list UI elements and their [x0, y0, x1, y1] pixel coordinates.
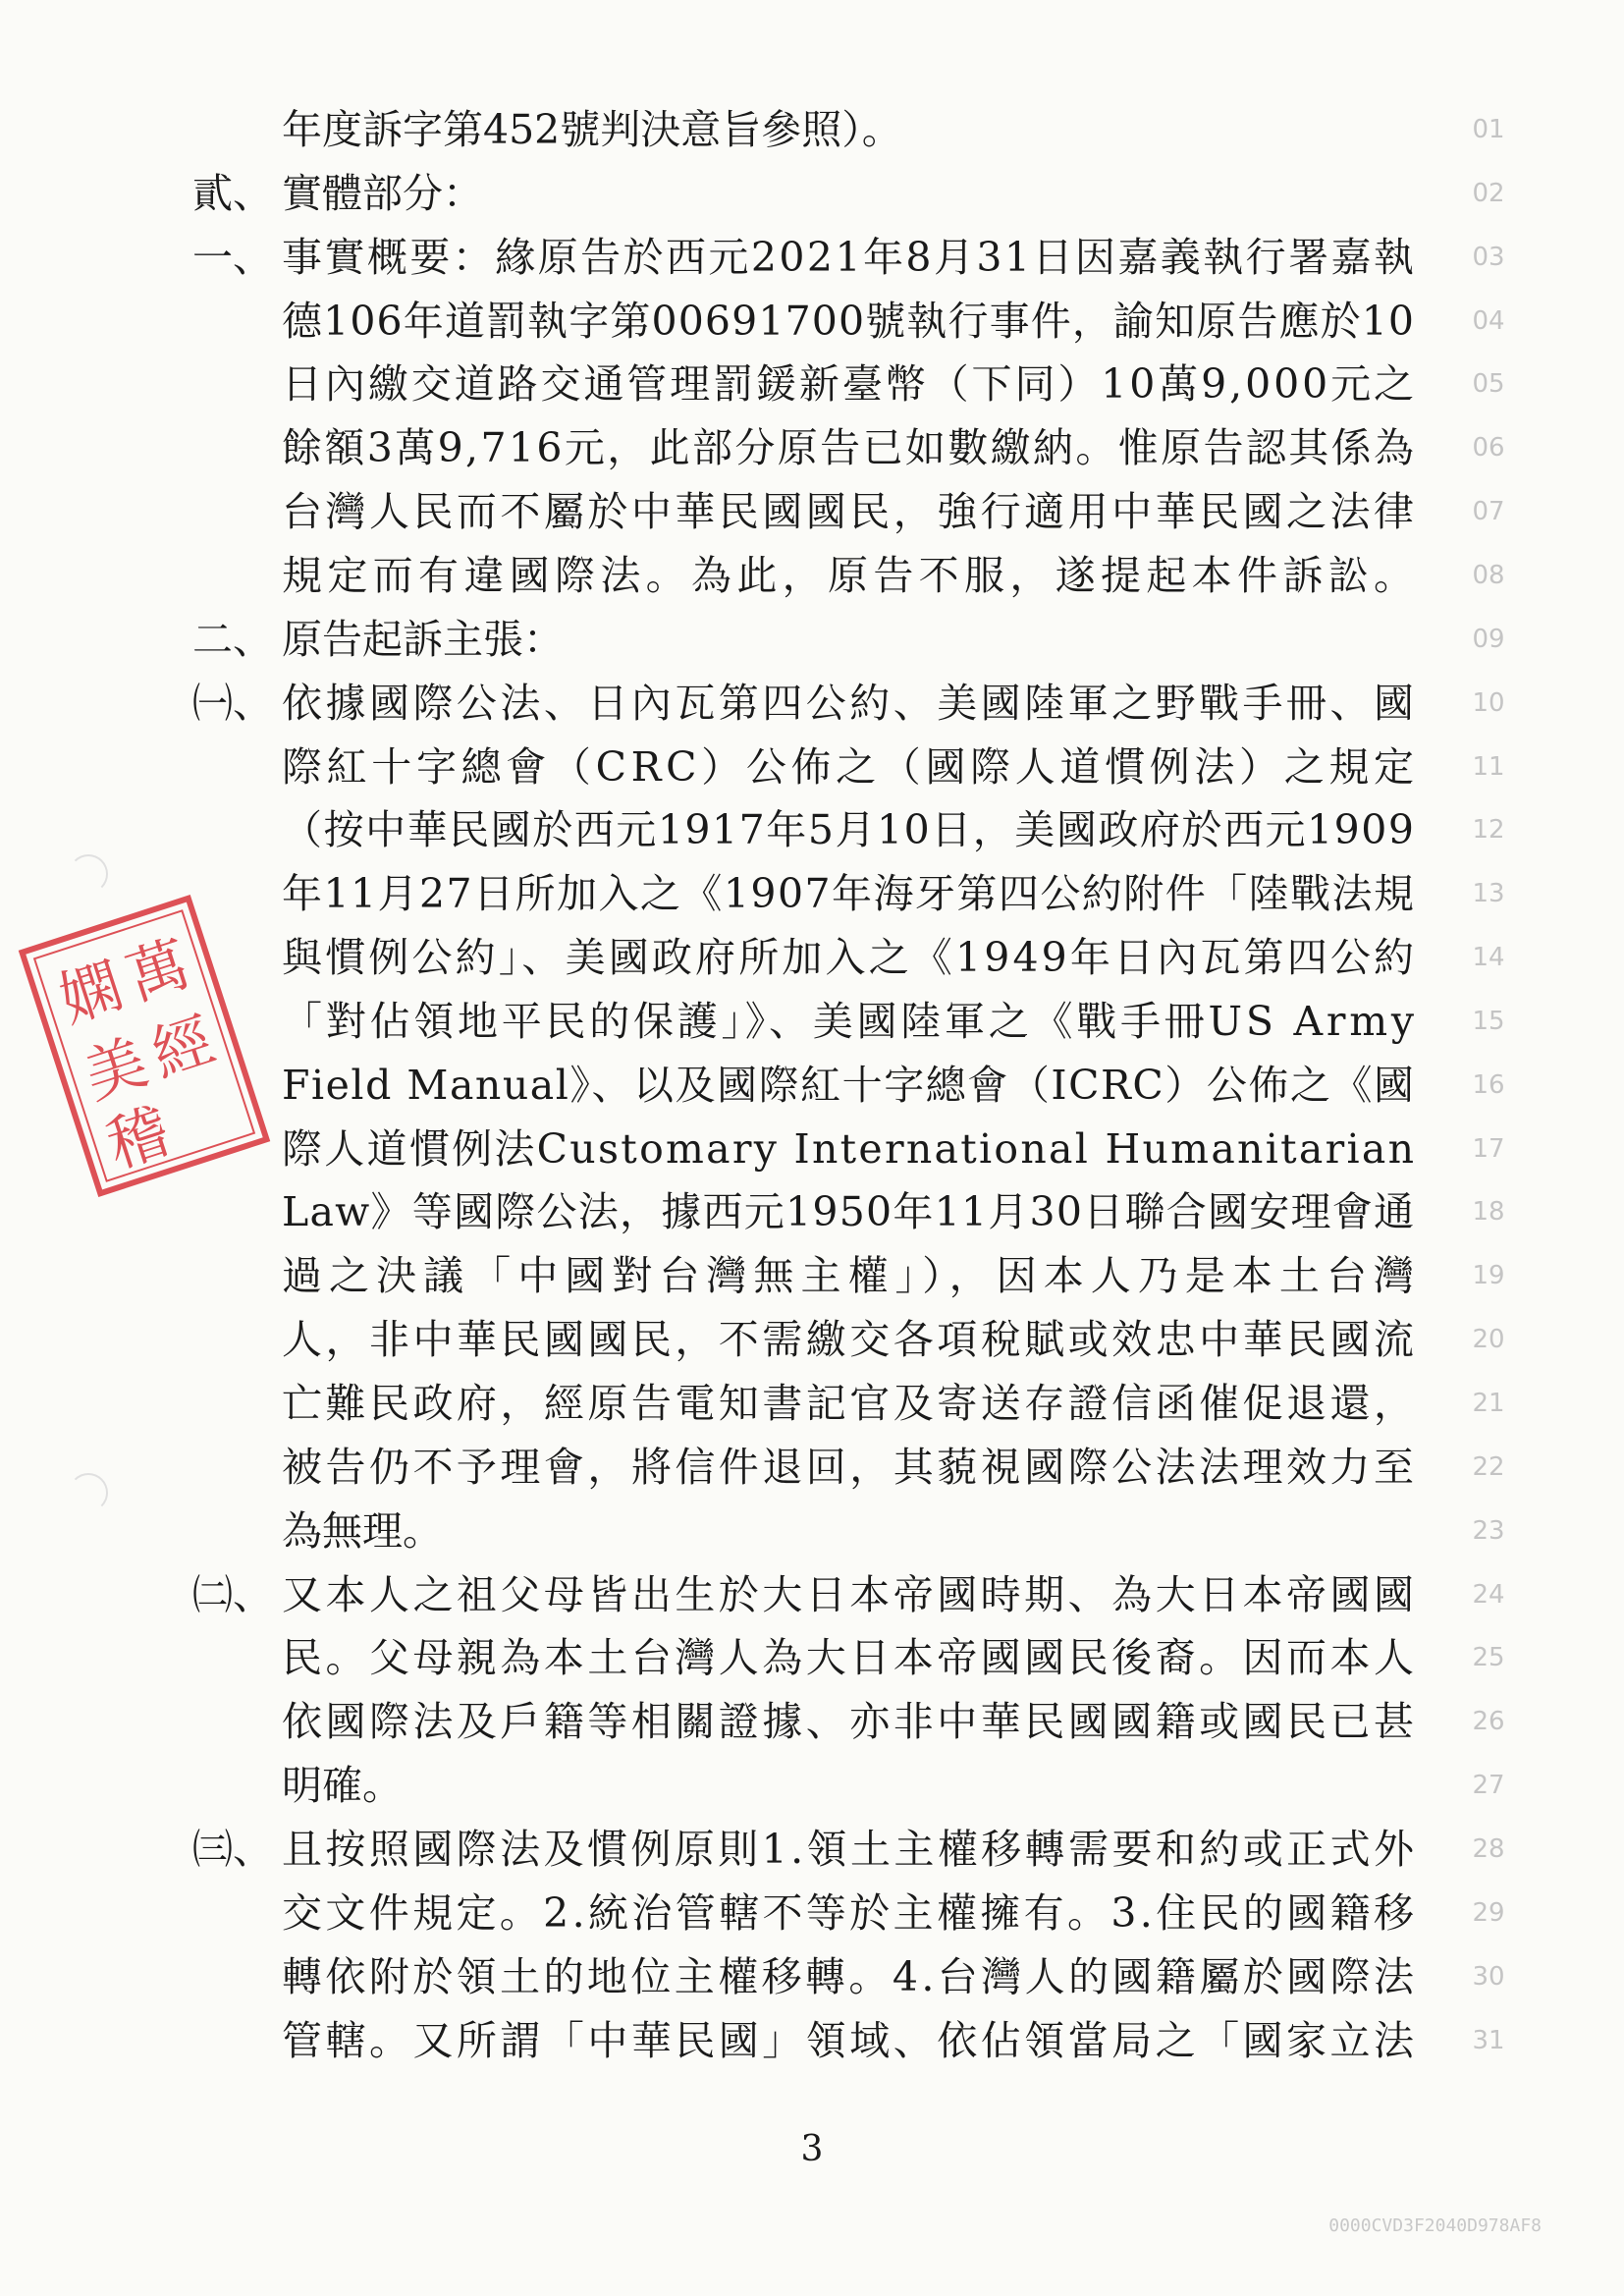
line-text: 又本人之祖父母皆出生於大日本帝國時期、為大日本帝國國 — [282, 1570, 1418, 1618]
line-number: 21 — [1472, 1389, 1505, 1418]
line-number: 10 — [1472, 687, 1505, 718]
section-marker: ㈢、 — [192, 1825, 273, 1873]
line-text: 德106年道罰執字第00691700號執行事件，諭知原告應於10 — [282, 297, 1416, 345]
svg-text:稽: 稽 — [97, 1094, 179, 1182]
line-text: 且按照國際法及慣例原則1.領土主權移轉需要和約或正式外 — [282, 1825, 1418, 1873]
line-number: 25 — [1472, 1643, 1505, 1673]
section-marker: ㈠、 — [192, 679, 273, 727]
line-text: 規定而有違國際法。為此，原告不服，遂提起本件訴訟。 — [282, 551, 1420, 599]
text-line — [0, 608, 1624, 671]
line-number: 04 — [1472, 305, 1505, 336]
line-number: 20 — [1472, 1325, 1505, 1355]
text-line — [0, 2009, 1624, 2072]
text-line — [0, 1818, 1624, 1881]
line-number: 03 — [1472, 242, 1505, 272]
svg-text:萬: 萬 — [118, 927, 198, 1014]
line-number: 09 — [1472, 624, 1505, 654]
section-marker: 一、 — [192, 233, 273, 281]
line-text: 與慣例公約」、美國政府所加入之《1949年日內瓦第四公約 — [282, 934, 1418, 982]
line-text: 際紅十字總會（CRC）公佈之（國際人道慣例法）之規定 — [282, 742, 1419, 791]
line-text: 日內繳交道路交通管理罰鍰新臺幣（下同）10萬9,000元之 — [282, 360, 1417, 409]
line-number: 29 — [1472, 1897, 1505, 1928]
line-text: 「對佔領地平民的保護」》、美國陸軍之《戰手冊US Army — [282, 997, 1418, 1045]
line-text: （按中華民國於西元1917年5月10日，美國政府於西元1909 — [282, 806, 1416, 854]
text-line — [0, 290, 1624, 353]
punch-hole-mark — [69, 854, 108, 894]
text-line — [0, 990, 1624, 1053]
text-line — [0, 798, 1624, 861]
line-text: 依國際法及戶籍等相關證據、亦非中華民國國籍或國民已甚 — [282, 1698, 1418, 1746]
text-line — [0, 926, 1624, 989]
line-text: 事實概要：緣原告於西元2021年8月31日因嘉義執行署嘉執 — [282, 233, 1417, 281]
line-number: 12 — [1472, 815, 1505, 846]
line-text: 台灣人民而不屬於中華民國國民，強行適用中華民國之法律 — [282, 488, 1418, 536]
text-line — [0, 1436, 1624, 1499]
line-text: 過之決議「中國對台灣無主權」），因本人乃是本土台灣 — [282, 1252, 1422, 1300]
line-text: 轉依附於領土的地位主權移轉。4.台灣人的國籍屬於國際法 — [282, 1952, 1418, 2000]
line-number: 02 — [1472, 178, 1505, 208]
line-number: 17 — [1472, 1133, 1505, 1164]
text-line — [0, 672, 1624, 735]
text-line — [0, 1500, 1624, 1562]
line-number: 16 — [1472, 1069, 1505, 1100]
text-line — [0, 1372, 1624, 1435]
svg-text:嫻: 嫻 — [50, 949, 132, 1036]
line-number: 22 — [1472, 1451, 1505, 1482]
line-text: 明確。 — [282, 1762, 403, 1810]
text-line — [0, 1882, 1624, 1944]
text-line — [0, 162, 1624, 225]
line-number: 27 — [1472, 1771, 1505, 1801]
text-line — [0, 1626, 1624, 1689]
section-marker: 二、 — [192, 615, 273, 663]
line-number: 26 — [1472, 1707, 1505, 1737]
document-code: 0000CVD3F2040D978AF8 — [1328, 2215, 1542, 2236]
line-text: 年度訴字第452號判決意旨參照）。 — [282, 106, 902, 153]
line-number: 08 — [1472, 560, 1505, 590]
line-text: 依據國際公法、日內瓦第四公約、美國陸軍之野戰手冊、國 — [282, 679, 1418, 727]
line-number: 28 — [1472, 1833, 1505, 1864]
line-text: 亡難民政府，經原告電知書記官及寄送存證信函催促退還， — [282, 1380, 1418, 1427]
line-text: 年11月27日所加入之《1907年海牙第四公約附件「陸戰法規 — [282, 870, 1416, 918]
line-number: 24 — [1472, 1579, 1505, 1610]
svg-text:經: 經 — [142, 1004, 224, 1091]
line-text: Field Manual》、以及國際紅十字總會（ICRC）公佈之《國 — [282, 1061, 1416, 1109]
line-text: 原告起訴主張： — [282, 615, 564, 663]
section-marker: 貳、 — [192, 169, 273, 217]
line-text: 管轄。又所謂「中華民國」領域、依佔領當局之「國家立法 — [282, 2016, 1418, 2064]
line-text: 民。父母親為本土台灣人為大日本帝國國民後裔。因而本人 — [282, 1634, 1418, 1682]
line-number: 31 — [1472, 2025, 1505, 2055]
text-line — [0, 544, 1624, 607]
text-line — [0, 416, 1624, 479]
svg-text:美: 美 — [76, 1025, 156, 1113]
line-text: 被告仍不予理會，將信件退回，其藐視國際公法法理效力至 — [282, 1443, 1418, 1491]
line-text: 交文件規定。2.統治管轄不等於主權擁有。3.住民的國籍移 — [282, 1888, 1418, 1937]
line-text: 實體部分： — [282, 169, 483, 217]
line-number: 15 — [1472, 1006, 1505, 1036]
line-number: 06 — [1472, 433, 1505, 464]
text-line — [0, 862, 1624, 925]
line-text: 際人道慣例法Customary International Humanitarian — [282, 1124, 1417, 1173]
text-line — [0, 1180, 1624, 1243]
line-number: 19 — [1472, 1261, 1505, 1291]
text-line — [0, 1690, 1624, 1753]
line-number: 01 — [1472, 115, 1505, 144]
text-line — [0, 1754, 1624, 1817]
line-text: 人，非中華民國國民，不需繳交各項稅賦或效忠中華民國流 — [282, 1316, 1418, 1364]
line-number: 23 — [1472, 1515, 1505, 1546]
line-text: 餘額3萬9,716元，此部分原告已如數繳納。惟原告認其係為 — [282, 424, 1417, 472]
text-line — [0, 1945, 1624, 2008]
text-line — [0, 226, 1624, 289]
text-line — [0, 736, 1624, 798]
text-line — [0, 1308, 1624, 1371]
text-line — [0, 480, 1624, 543]
line-number: 18 — [1472, 1197, 1505, 1228]
text-line — [0, 353, 1624, 415]
page-number: 3 — [800, 2129, 824, 2169]
line-text: 為無理。 — [282, 1506, 443, 1555]
punch-hole-mark — [69, 1473, 108, 1512]
line-number: 07 — [1472, 497, 1505, 527]
line-number: 30 — [1472, 1961, 1505, 1992]
line-number: 14 — [1472, 943, 1505, 973]
line-number: 13 — [1472, 879, 1505, 909]
text-line — [0, 1563, 1624, 1626]
text-line — [0, 98, 1624, 161]
line-text: Law》等國際公法，據西元1950年11月30日聯合國安理會通 — [282, 1188, 1416, 1236]
line-number: 11 — [1472, 751, 1505, 782]
section-marker: ㈡、 — [192, 1570, 273, 1618]
text-line — [0, 1244, 1624, 1307]
line-number: 05 — [1472, 369, 1505, 400]
